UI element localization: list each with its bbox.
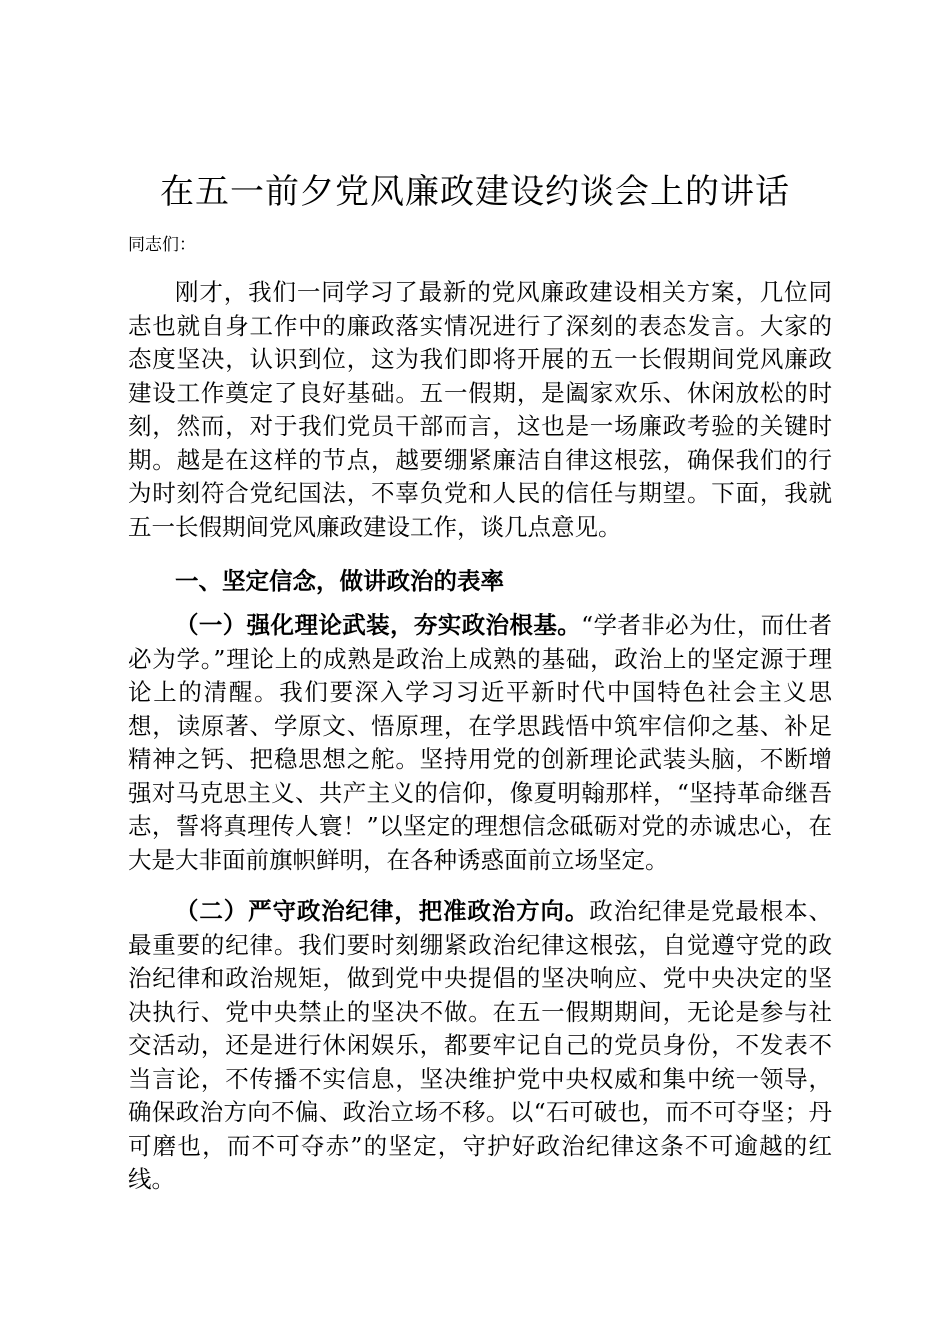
subsection-2-lead: （二）严守政治纪律，把准政治方向。 [175,897,590,925]
intro-paragraph: 刚才，我们一同学习了最新的党风廉政建设相关方案，几位同志也就自身工作中的廉政落实情况进行了深刻的表态发言。大家的态度坚决，认识到位，这为我们即将开展的五一长假期间党风廉政建设工作奠定了良好基础。五一假期，是阖家欢乐、休闲放松的时刻，然而，对于我们党员干部而言，这也是一场廉政考验的关键时期。越是在这样的节点，越要绷紧廉洁自律这根弦，确保我们的行为时刻符合党纪国法，不辜负党和人民的信任与期望。下面，我就五一长假期间党风廉政建设工作，谈几点意见。 [128,278,832,541]
salutation: 同志们： [128,235,196,255]
subsection-1-text: “学者非必为仕，而仕者必为学。”理论上的成熟是政治上成熟的基础，政治上的坚定源于理论上的清醒。我们要深入学习习近平新时代中国特色社会主义思想，读原著、学原文、悟原理，在学思践悟中筑牢信仰之基、补足精神之钙、把稳思想之舵。坚持用党的创新理论武装头脑，不断增强对马克思主义、共产主义的信仰，像夏明翰那样，“坚持革命继吾志，誓将真理传人寰！”以坚定的理想信念砥砺对党的赤诚忠心，在大是大非面前旗帜鲜明，在各种诱惑面前立场坚定。 [128,611,833,874]
subsection-1-paragraph [128,609,832,877]
subsection-1-lead: （一）强化理论武装，夯实政治根基。 [175,611,582,639]
section-heading: 一、坚定信念，做讲政治的表率 [175,567,504,595]
document-title: 在五一前夕党风廉政建设约谈会上的讲话 [160,172,790,212]
subsection-2-paragraph [128,895,832,1197]
subsection-2-text: 政治纪律是党最根本、最重要的纪律。我们要时刻绷紧政治纪律这根弦，自觉遵守党的政治纪律和政治规矩，做到党中央提倡的坚决响应、党中央决定的坚决执行、党中央禁止的坚决不做。在五一假期期间，无论是参与社交活动，还是进行休闲娱乐，都要牢记自己的党员身份，不发表不当言论，不传播不实信息，坚决维护党中央权威和集中统一领导，确保政治方向不偏、政治立场不移。以“石可破也，而不可夺坚；丹可磨也，而不可夺赤”的坚定，守护好政治纪律这条不可逾越的红线。 [128,897,833,1193]
